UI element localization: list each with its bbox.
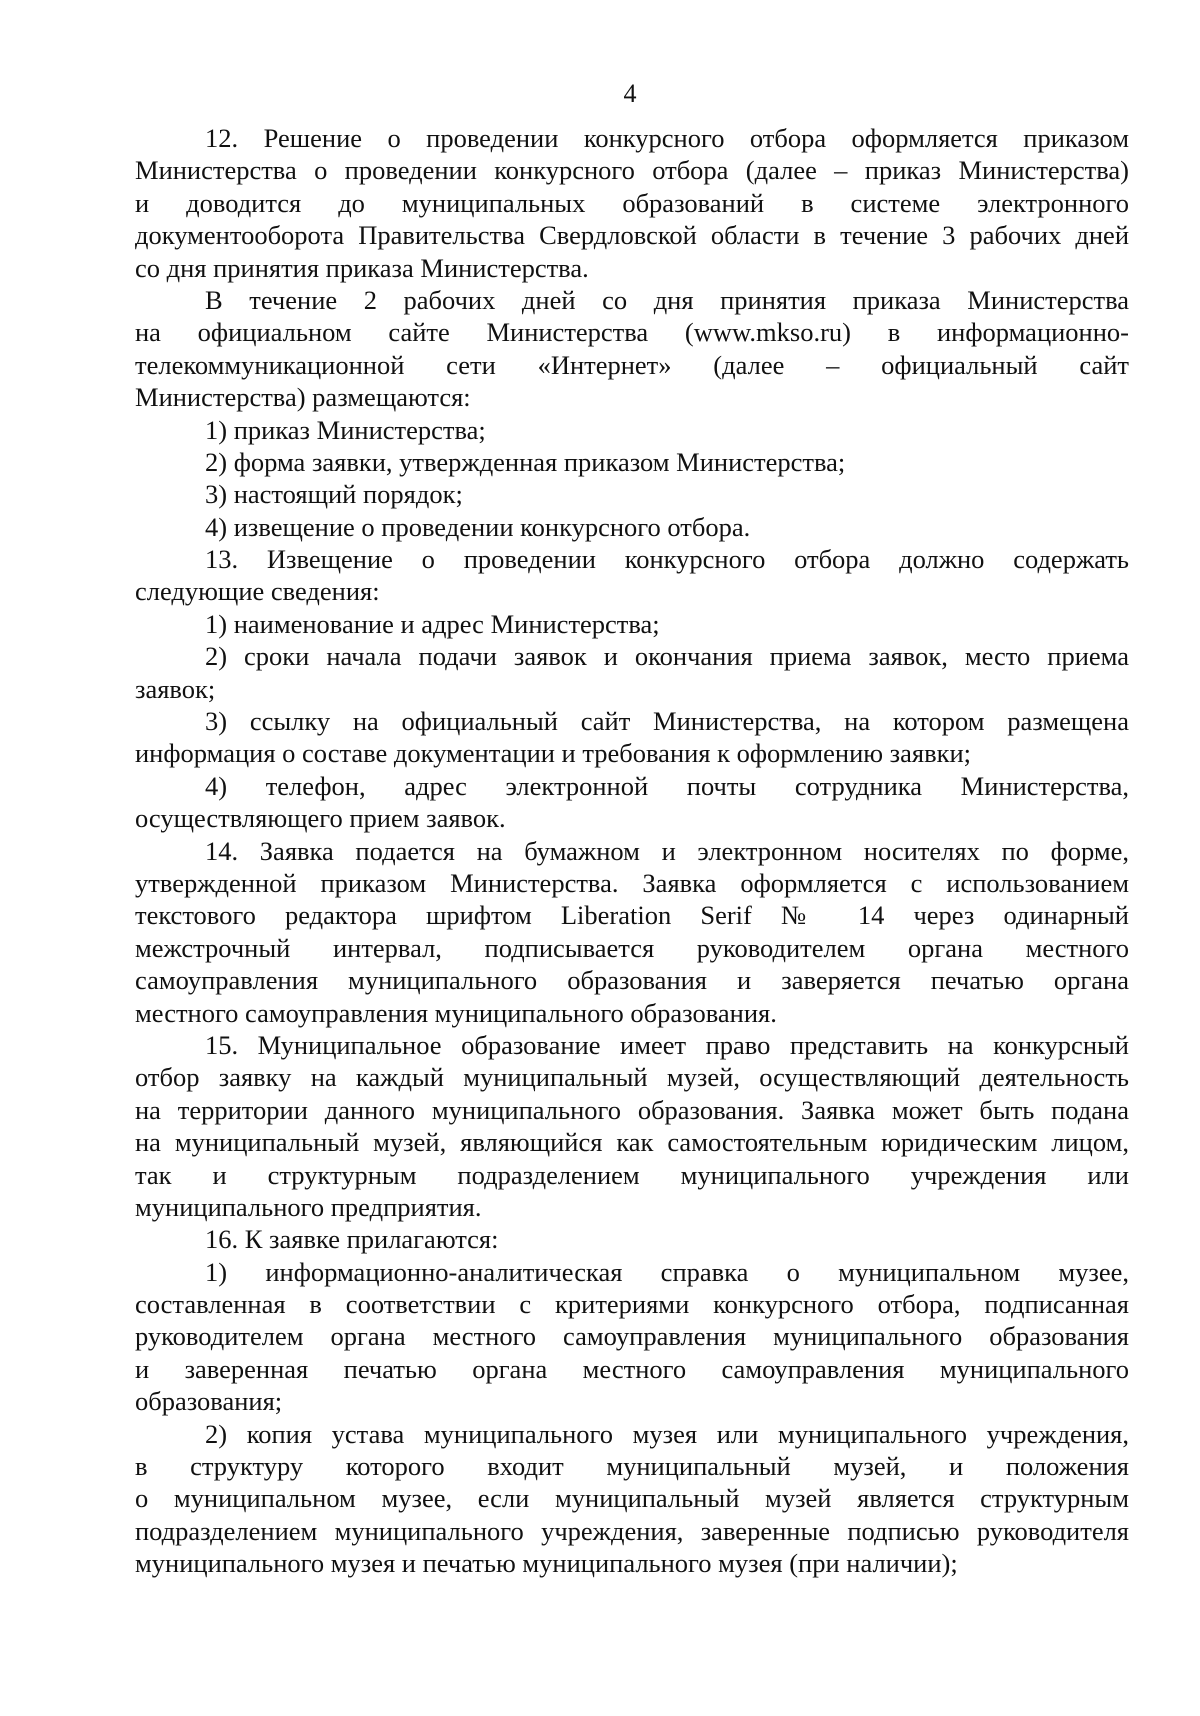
text-line: утвержденной приказом Министерства. Заявка оформляется с использованием xyxy=(135,867,1129,898)
text-line: 15. Муниципальное образование имеет право представить на конкурсный xyxy=(205,1029,1129,1060)
document-body xyxy=(135,122,1129,1580)
text-line: межстрочный интервал, подписывается руководителем органа местного xyxy=(135,932,1129,963)
text-line: 1) наименование и адрес Министерства; xyxy=(205,608,660,639)
text-line: 2) копия устава муниципального музея или муниципального учреждения, xyxy=(205,1418,1129,1449)
text-line: образования; xyxy=(135,1386,283,1417)
text-line: подразделением муниципального учреждения, заверенные подписью руководителя xyxy=(135,1515,1129,1546)
text-line: В течение 2 рабочих дней со дня принятия приказа Министерства xyxy=(205,284,1129,315)
text-line: 1) приказ Министерства; xyxy=(205,414,486,445)
text-line: так и структурным подразделением муниципального учреждения или xyxy=(135,1159,1129,1190)
text-line: муниципального предприятия. xyxy=(135,1191,482,1222)
text-line: на официальном сайте Министерства (www.mkso.ru) в информационно- xyxy=(135,317,1129,348)
text-line: текстового редактора шрифтом Liberation Serif № 14 через одинарный xyxy=(135,900,1129,931)
text-line: со дня принятия приказа Министерства. xyxy=(135,252,589,283)
text-line: руководителем органа местного самоуправления муниципального образования xyxy=(135,1321,1129,1352)
text-line: 4) телефон, адрес электронной почты сотрудника Министерства, xyxy=(205,770,1129,801)
page-number: 4 xyxy=(623,79,637,108)
text-line: и доводится до муниципальных образований в системе электронного xyxy=(135,187,1129,218)
text-line: документооборота Правительства Свердловской области в течение 3 рабочих дней xyxy=(135,220,1129,251)
text-line: в структуру которого входит муниципальный музей, и положения xyxy=(135,1451,1129,1482)
text-line: осуществляющего прием заявок. xyxy=(135,803,506,834)
text-line: 14. Заявка подается на бумажном и электронном носителях по форме, xyxy=(205,835,1129,866)
text-line: 2) форма заявки, утвержденная приказом Министерства; xyxy=(205,446,846,477)
text-line: и заверенная печатью органа местного самоуправления муниципального xyxy=(135,1353,1129,1384)
text-line: 2) сроки начала подачи заявок и окончания приема заявок, место приема xyxy=(205,641,1129,672)
text-line: информация о составе документации и требования к оформлению заявки; xyxy=(135,738,972,769)
text-line: на муниципальный музей, являющийся как самостоятельным юридическим лицом, xyxy=(135,1127,1129,1158)
text-line: местного самоуправления муниципального образования. xyxy=(135,997,777,1028)
text-line: 3) настоящий порядок; xyxy=(205,479,463,510)
text-line: о муниципальном музее, если муниципальный музей является структурным xyxy=(135,1483,1129,1514)
text-line: Министерства) размещаются: xyxy=(135,382,471,413)
text-line: самоуправления муниципального образования и заверяется печатью органа xyxy=(135,965,1129,996)
text-line: Министерства о проведении конкурсного отбора (далее – приказ Министерства) xyxy=(135,155,1129,186)
text-line: отбор заявку на каждый муниципальный музей, осуществляющий деятельность xyxy=(135,1062,1129,1093)
text-line: 1) информационно-аналитическая справка о муниципальном музее, xyxy=(205,1256,1129,1287)
text-line: 4) извещение о проведении конкурсного отбора. xyxy=(205,511,751,542)
text-line: муниципального музея и печатью муниципального музея (при наличии); xyxy=(135,1548,958,1579)
text-line: 12. Решение о проведении конкурсного отбора оформляется приказом xyxy=(205,123,1129,153)
text-line: 13. Извещение о проведении конкурсного отбора должно содержать xyxy=(205,544,1129,575)
text-line: телекоммуникационной сети «Интернет» (далее – официальный сайт xyxy=(135,349,1129,380)
text-line: заявок; xyxy=(135,673,216,704)
text-line: на территории данного муниципального образования. Заявка может быть подана xyxy=(135,1094,1129,1125)
text-line: 16. К заявке прилагаются: xyxy=(205,1224,499,1255)
text-line: следующие сведения: xyxy=(135,576,380,607)
text-line: 3) ссылку на официальный сайт Министерства, на котором размещена xyxy=(205,706,1129,737)
text-line: составленная в соответствии с критериями конкурсного отбора, подписанная xyxy=(135,1289,1129,1320)
